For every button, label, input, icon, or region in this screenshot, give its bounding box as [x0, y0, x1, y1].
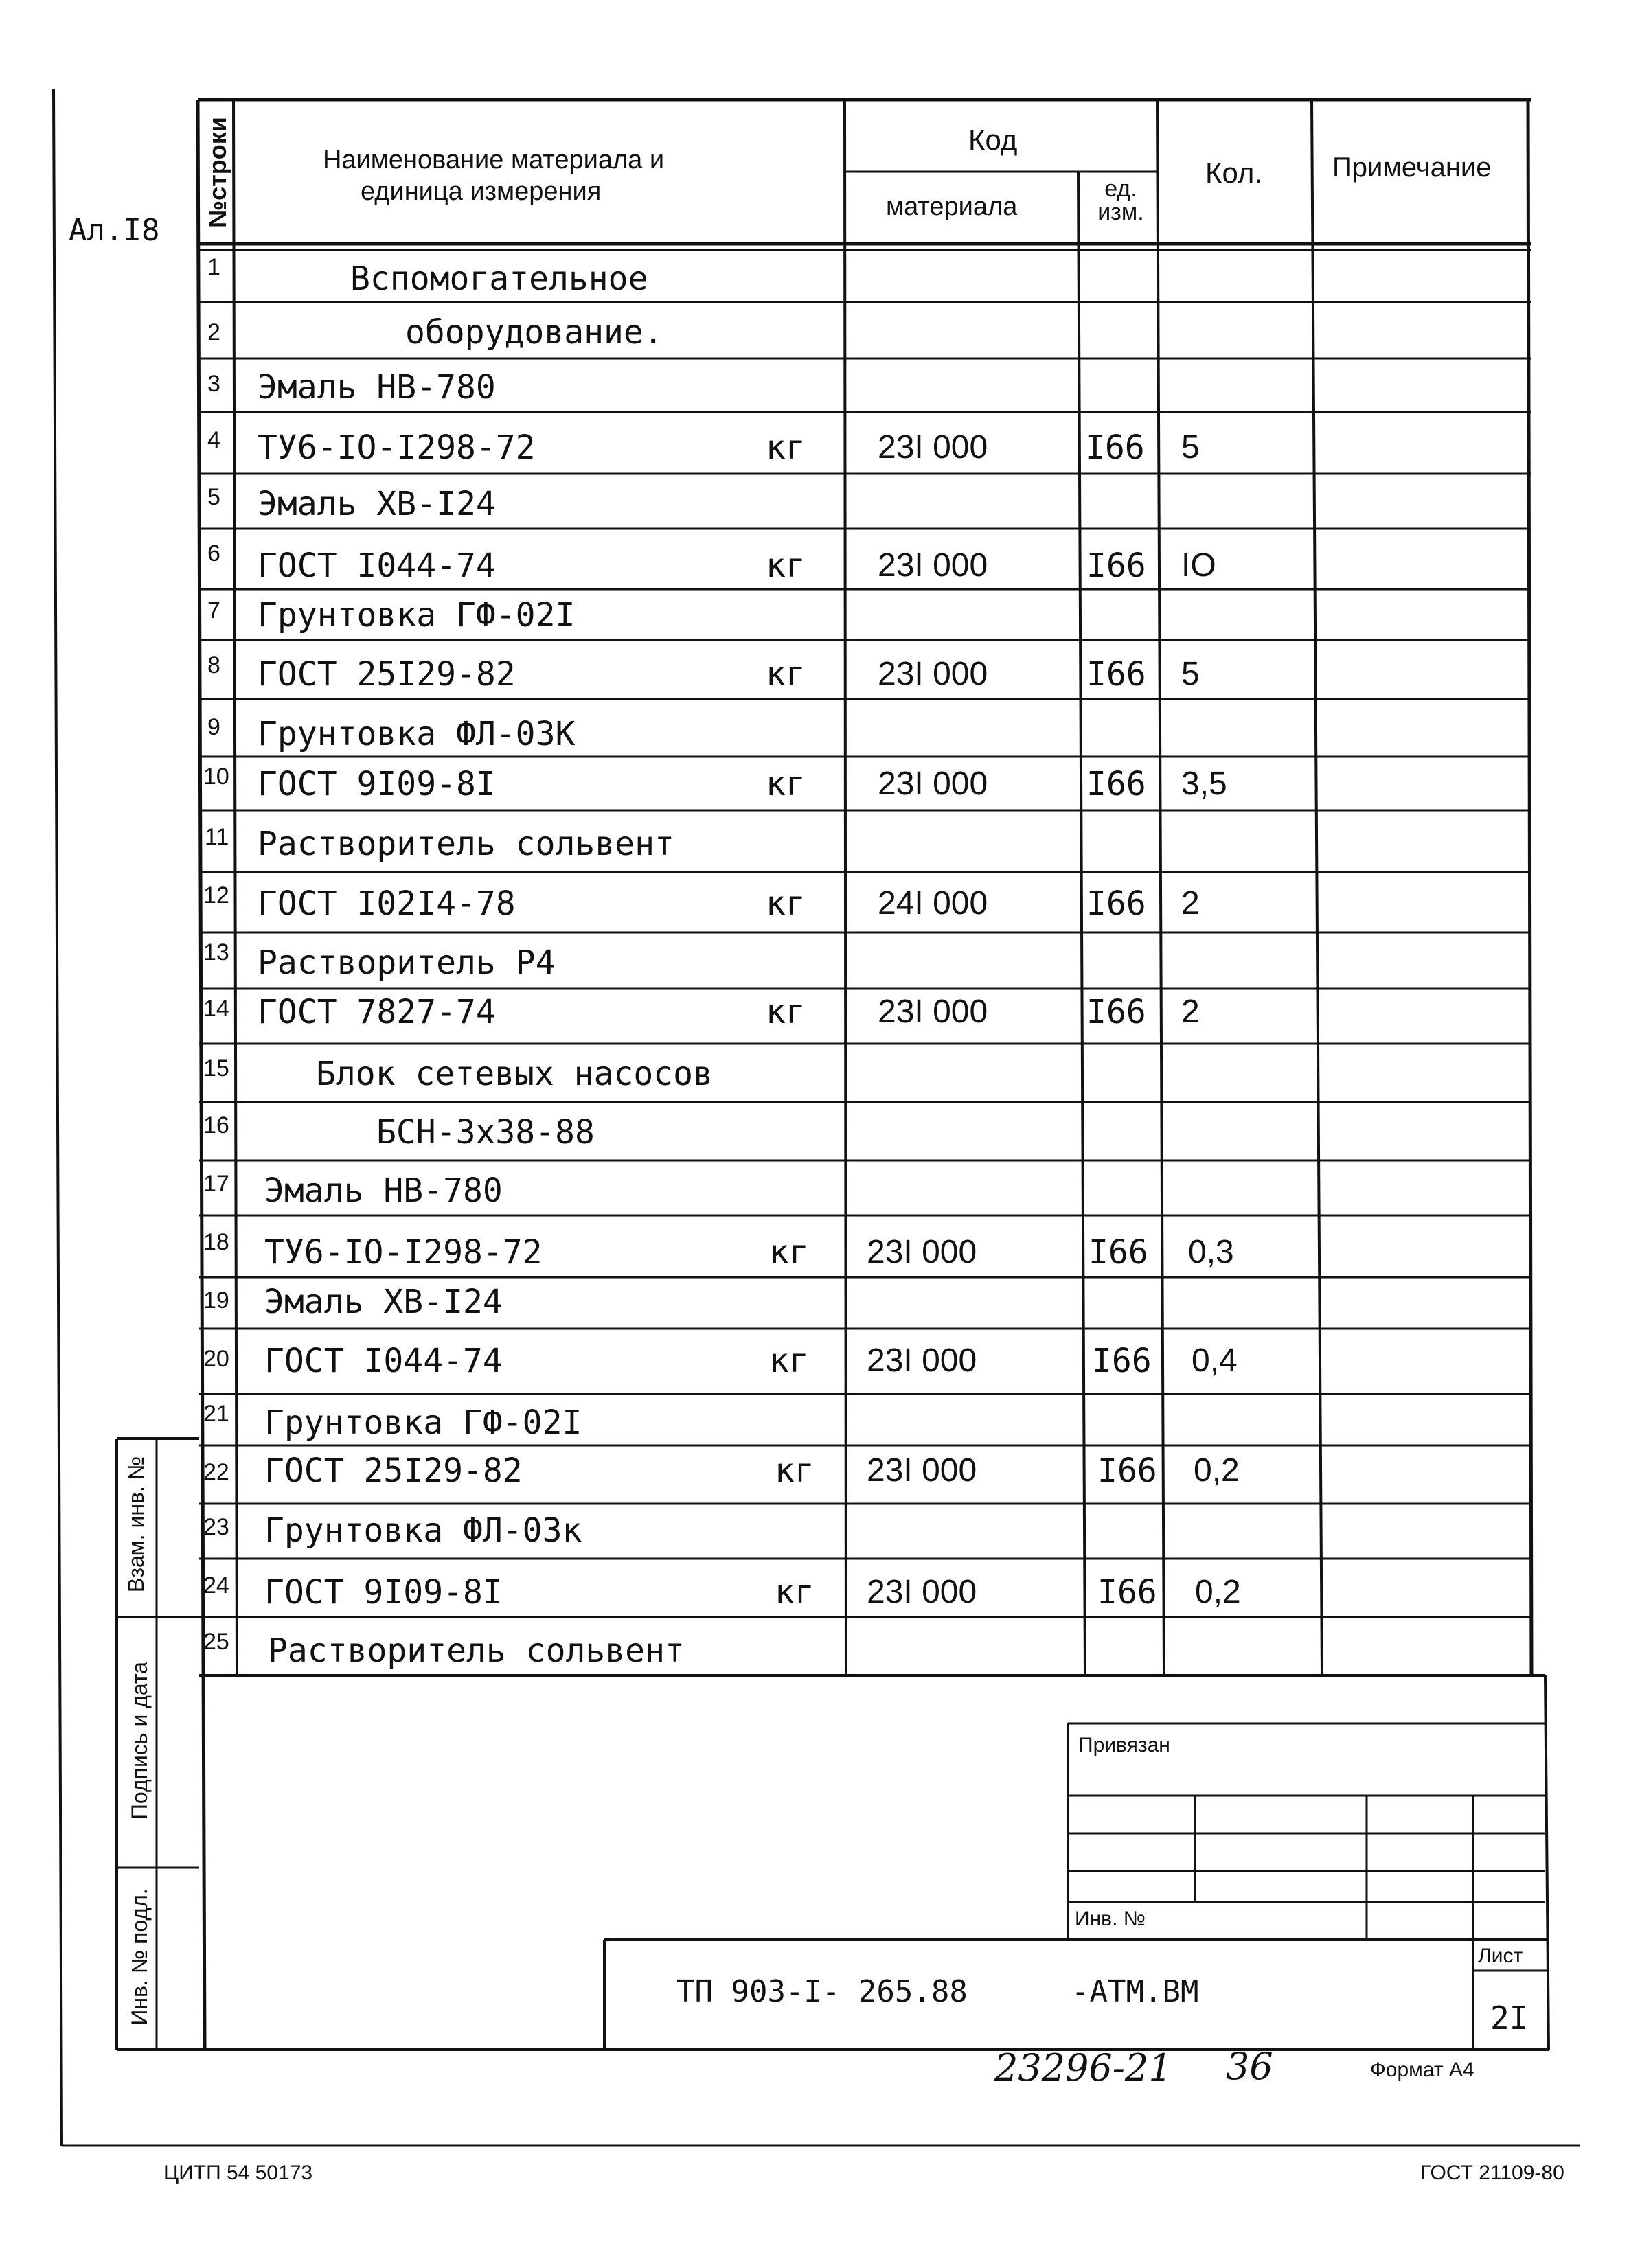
footer-format: Формат А4 — [1370, 2059, 1474, 2081]
row-number: 13 — [203, 939, 229, 965]
row-name: ГОСТ I044-74 — [258, 547, 496, 585]
row-qty: 0,2 — [1195, 1574, 1241, 1610]
row-name: оборудование. — [405, 313, 663, 352]
row-number: 20 — [203, 1346, 229, 1372]
row-number: 17 — [203, 1171, 229, 1197]
row-qty: 0,2 — [1194, 1452, 1240, 1489]
header-row-no: №строки — [203, 117, 231, 228]
row-unit: кг — [766, 428, 806, 467]
row-qty: 3,5 — [1181, 766, 1227, 802]
title-sheet-label: Лист — [1478, 1945, 1523, 1967]
row-material-code: 23I 000 — [878, 766, 988, 802]
row-qty: 5 — [1181, 429, 1200, 466]
row-unit: кг — [769, 1342, 809, 1380]
row-name: ГОСТ 7827-74 — [258, 993, 496, 1031]
row-number: 4 — [207, 427, 220, 453]
row-name: ГОСТ 9I09-8I — [258, 765, 496, 803]
row-number: 12 — [203, 882, 229, 908]
row-name: ГОСТ I02I4-78 — [258, 884, 516, 923]
row-number: 16 — [203, 1112, 229, 1138]
footer-printer: ЦИТП 54 50173 — [163, 2162, 313, 2184]
row-number: 15 — [203, 1055, 229, 1081]
header-name-line2: единица измерения — [361, 177, 602, 206]
row-name: ТУ6-IO-I298-72 — [264, 1233, 543, 1272]
row-name: ГОСТ 9I09-8I — [264, 1573, 503, 1612]
title-inv-no: Инв. № — [1075, 1908, 1146, 1930]
row-number: 11 — [205, 824, 229, 850]
row-unit: кг — [775, 1452, 814, 1490]
header-qty: Кол. — [1205, 157, 1263, 189]
row-name: Эмаль ХВ-I24 — [258, 485, 496, 523]
row-material-code: 23I 000 — [867, 1342, 977, 1379]
row-material-code: 23I 000 — [867, 1452, 977, 1489]
row-name: Растворитель сольвент — [258, 825, 674, 863]
row-unit: кг — [769, 1233, 809, 1272]
row-number: 21 — [203, 1401, 229, 1427]
row-number: 25 — [203, 1629, 229, 1655]
row-unit-code: I66 — [1097, 1452, 1157, 1490]
footer-handwritten-number-2: 36 — [1226, 2045, 1273, 2088]
row-qty: 0,3 — [1188, 1234, 1234, 1270]
row-name: Растворитель Р4 — [258, 943, 556, 982]
row-unit-code: I66 — [1086, 993, 1146, 1031]
row-number: 5 — [207, 484, 220, 510]
row-number: 8 — [207, 652, 220, 678]
header-note: Примечание — [1332, 152, 1492, 183]
header-name-line1: Наименование материала и — [323, 146, 665, 174]
row-name: Грунтовка ФЛ-03к — [264, 1511, 582, 1550]
row-material-code: 23I 000 — [867, 1574, 977, 1610]
title-doc-suffix: -АТМ.ВМ — [1071, 1974, 1199, 2009]
row-number: 1 — [207, 254, 220, 280]
row-material-code: 23I 000 — [878, 547, 988, 584]
row-unit-code: I66 — [1086, 547, 1146, 585]
row-material-code: 23I 000 — [878, 994, 988, 1030]
stamp-vzam-inv: Взам. инв. № — [124, 1456, 148, 1593]
title-sheet-no: 2I — [1490, 2000, 1529, 2037]
row-qty: 2 — [1181, 994, 1200, 1030]
row-name: ТУ6-IO-I298-72 — [258, 428, 536, 467]
row-unit-code: I66 — [1092, 1342, 1152, 1380]
row-name: ГОСТ 25I29-82 — [264, 1452, 523, 1490]
row-unit: кг — [775, 1573, 814, 1612]
row-name: Грунтовка ФЛ-03К — [258, 715, 576, 753]
row-name: Блок сетевых насосов — [316, 1055, 713, 1093]
row-unit: кг — [766, 547, 806, 585]
row-qty: 0,4 — [1192, 1342, 1238, 1379]
row-number: 6 — [207, 540, 220, 566]
header-material: материала — [886, 192, 1018, 221]
row-unit: кг — [766, 765, 806, 803]
row-material-code: 23I 000 — [867, 1234, 977, 1270]
row-name: ГОСТ I044-74 — [264, 1342, 503, 1380]
row-name: Грунтовка ГФ-02I — [258, 596, 576, 634]
row-unit-code: I66 — [1085, 428, 1145, 467]
sheet-side-label: Ал.I8 — [69, 213, 160, 248]
title-privyazan: Привязан — [1078, 1734, 1170, 1756]
row-name: Эмаль НВ-780 — [264, 1171, 503, 1210]
row-material-code: 23I 000 — [878, 656, 988, 692]
row-name: Растворитель сольвент — [268, 1631, 685, 1670]
row-number: 9 — [207, 714, 220, 740]
title-doc-code: ТП 903-I- 265.88 — [676, 1974, 968, 2009]
footer-handwritten-number: 23296-21 — [994, 2046, 1172, 2089]
row-name: Грунтовка ГФ-02I — [264, 1404, 582, 1442]
row-unit: кг — [766, 884, 806, 923]
row-number: 14 — [203, 996, 229, 1022]
row-qty: 2 — [1181, 885, 1200, 921]
row-number: 18 — [203, 1229, 229, 1255]
row-unit-code: I66 — [1086, 655, 1146, 694]
row-unit-code: I66 — [1086, 765, 1146, 803]
row-number: 2 — [207, 319, 220, 345]
footer-gost: ГОСТ 21109-80 — [1420, 2162, 1564, 2184]
row-material-code: 24I 000 — [878, 885, 988, 921]
row-qty: 5 — [1181, 656, 1200, 692]
row-number: 23 — [203, 1514, 229, 1540]
row-name: ГОСТ 25I29-82 — [258, 655, 516, 694]
row-number: 24 — [203, 1572, 229, 1599]
row-unit: кг — [766, 655, 806, 694]
row-number: 22 — [203, 1459, 229, 1485]
row-material-code: 23I 000 — [878, 429, 988, 466]
row-number: 19 — [203, 1287, 229, 1314]
header-code: Код — [968, 124, 1018, 156]
row-unit-code: I66 — [1086, 884, 1146, 923]
row-unit-code: I66 — [1089, 1233, 1148, 1272]
row-name: Эмаль ХВ-I24 — [264, 1283, 503, 1321]
row-name: Вспомогательное — [350, 260, 648, 298]
stamp-inv-podl: Инв. № подл. — [127, 1888, 152, 2026]
row-number: 7 — [207, 597, 220, 623]
header-unit-code: ед. изм. — [1097, 176, 1144, 225]
row-qty: IO — [1181, 547, 1216, 584]
row-unit-code: I66 — [1097, 1573, 1157, 1612]
row-number: 10 — [203, 764, 229, 790]
stamp-podpis-data: Подпись и дата — [127, 1661, 152, 1820]
row-unit: кг — [766, 993, 806, 1031]
row-name: БСН-3х38-88 — [376, 1113, 595, 1152]
row-name: Эмаль НВ-780 — [258, 368, 496, 406]
row-number: 3 — [207, 371, 220, 397]
